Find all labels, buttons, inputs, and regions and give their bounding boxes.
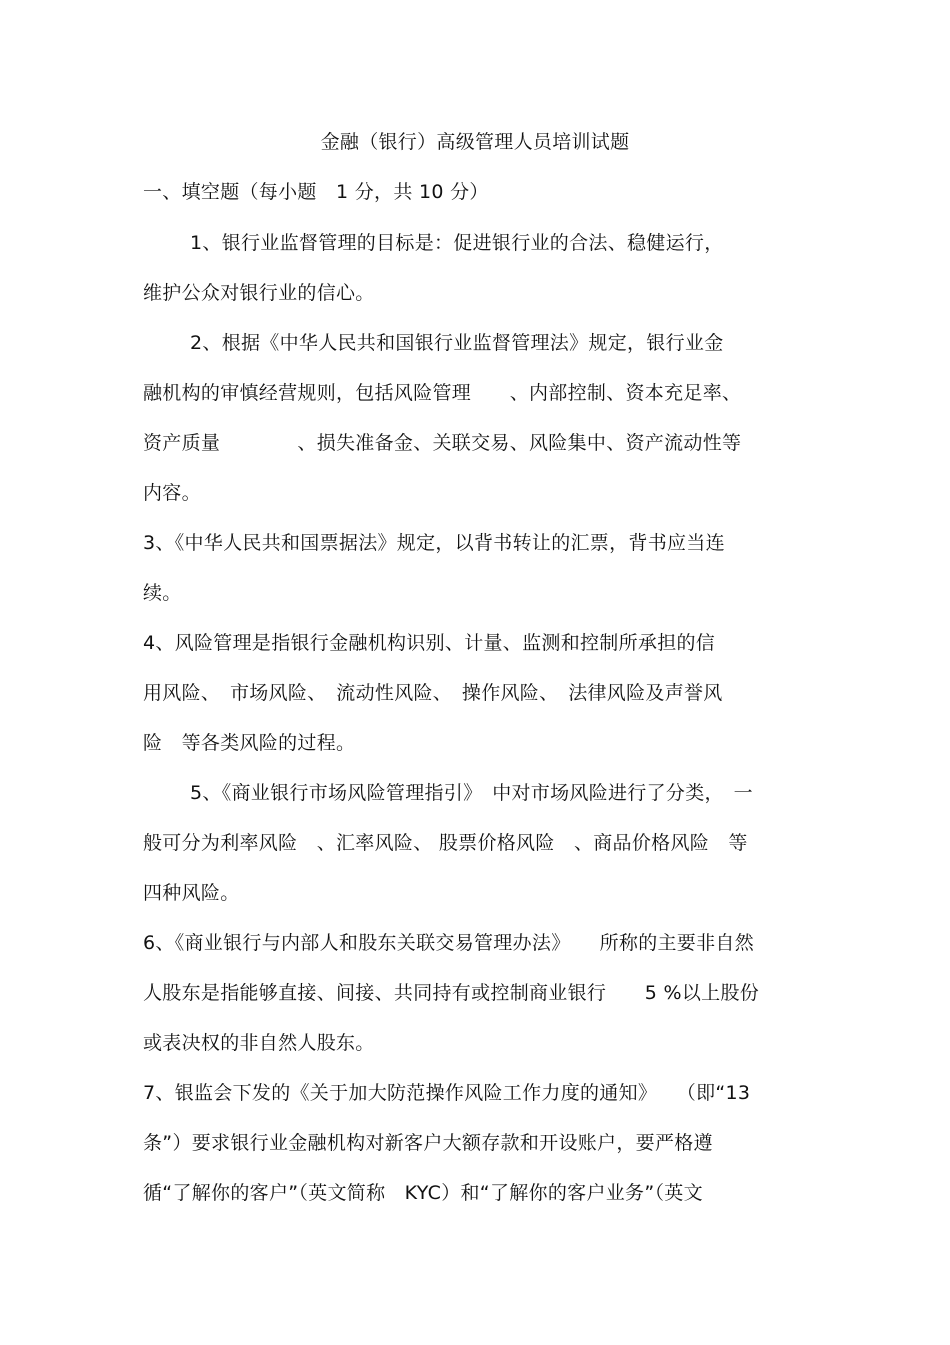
text-line: 或表决权的非自然人股东。 [143,1032,375,1054]
text-line: 3、《中华人民共和国票据法》规定，以背书转让的汇票，背书应当连 [143,532,725,554]
text-line: 资产质量 、损失准备金、关联交易、风险集中、资产流动性等 [143,432,742,454]
text-line: 5、《商业银行市场风险管理指引》 中对市场风险进行了分类， 一 [190,782,753,804]
text-line: 续。 [143,582,182,604]
section-heading: 一、填空题（每小题 1 分，共 10 分） [143,181,489,203]
text-line: 6、《商业银行与内部人和股东关联交易管理办法》 所称的主要非自然 [143,932,754,954]
text-line: 4、风险管理是指银行金融机构识别、计量、监测和控制所承担的信 [143,632,716,654]
text-line: 1、银行业监督管理的目标是：促进银行业的合法、稳健运行， [190,232,724,254]
text-line: 四种风险。 [143,882,240,904]
text-line: 般可分为利率风险 、汇率风险、 股票价格风险 、商品价格风险 等 [143,832,748,854]
text-line: 7、银监会下发的《关于加大防范操作风险工作力度的通知》 （即“13 [143,1082,751,1104]
text-line: 维护公众对银行业的信心。 [143,282,375,304]
text-line: 2、根据《中华人民共和国银行业监督管理法》规定，银行业金 [190,332,724,354]
text-line: 条”）要求银行业金融机构对新客户大额存款和开设账户，要严格遵 [143,1132,713,1154]
text-line: 用风险、 市场风险、 流动性风险、 操作风险、 法律风险及声誉风 [143,682,723,704]
text-line: 融机构的审慎经营规则，包括风险管理 、内部控制、资本充足率、 [143,382,742,404]
text-line: 循“了解你的客户”（英文简称 KYC）和“了解你的客户业务”（英文 [143,1182,703,1204]
text-line: 人股东是指能够直接、间接、共同持有或控制商业银行 5 %以上股份 [143,982,760,1004]
text-line: 险 等各类风险的过程。 [143,732,356,754]
text-line: 内容。 [143,482,201,504]
document-title: 金融（银行）高级管理人员培训试题 [320,131,630,153]
